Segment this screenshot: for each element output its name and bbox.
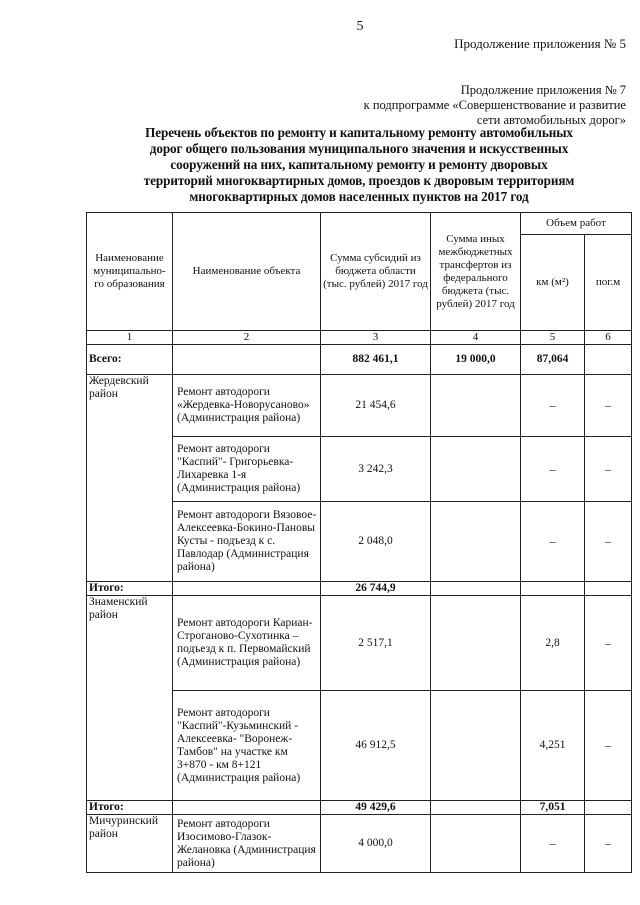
object-name: Ремонт автодороги «Жердевка-Новорусаново» (Администрация района) (173, 375, 321, 437)
subtotal-label: Итого: (87, 801, 173, 815)
appendix-ref-line: к подпрограмме «Совершенствование и развитие (363, 98, 626, 112)
header-municipality: Наименование муниципально-го образования (87, 213, 173, 331)
municipality-name: Знаменский район (87, 596, 173, 801)
pogm-value: – (585, 596, 632, 691)
col-number: 5 (521, 331, 585, 345)
subtotal-subsidy: 26 744,9 (321, 582, 431, 596)
table-row (87, 815, 632, 873)
pogm-value: – (585, 815, 632, 873)
km-value: 2,8 (521, 596, 585, 691)
subtotal-subsidy: 49 429,6 (321, 801, 431, 815)
km-value: – (521, 502, 585, 582)
col-number: 2 (173, 331, 321, 345)
header-subsidy: Сумма субсидий из бюджета области (тыс. рублей) 2017 год (321, 213, 431, 331)
appendix-note: Продолжение приложения № 5 (454, 36, 626, 51)
subsidy-value: 46 912,5 (321, 691, 431, 801)
transfers-value (431, 596, 521, 691)
pogm-value: – (585, 437, 632, 502)
transfers-value (431, 437, 521, 502)
total-km: 87,064 (521, 345, 585, 375)
col-number: 1 (87, 331, 173, 345)
appendix-ref-line: сети автомобильных дорог» (476, 113, 626, 127)
object-name: Ремонт автодороги Кариан-Строганово-Сухотинка – подъезд к п. Первомайский (Администрация района) (173, 596, 321, 691)
col-number: 3 (321, 331, 431, 345)
empty-cell (173, 801, 321, 815)
object-name: Ремонт автодороги "Каспий"- Григорьевка-Лихаревка 1-я (Администрация района) (173, 437, 321, 502)
table-row (87, 375, 632, 437)
pogm-value: – (585, 375, 632, 437)
empty-cell (521, 582, 585, 596)
transfers-value (431, 815, 521, 873)
empty-cell (585, 801, 632, 815)
subsidy-value: 21 454,6 (321, 375, 431, 437)
col-number: 6 (585, 331, 632, 345)
transfers-value (431, 502, 521, 582)
header-work-volume: Объем работ (521, 213, 632, 235)
subtotal-row (87, 582, 632, 596)
subsidy-value: 3 242,3 (321, 437, 431, 502)
subtotal-label: Итого: (87, 582, 173, 596)
subsidy-value: 2 048,0 (321, 502, 431, 582)
title-line: Перечень объектов по ремонту и капитальному ремонту автомобильных (145, 125, 573, 140)
transfers-value (431, 375, 521, 437)
title-line: многоквартирных домов населенных пунктов на 2017 год (189, 189, 529, 204)
page-number: 5 (356, 19, 364, 34)
total-label: Всего: (87, 345, 173, 375)
km-value: – (521, 815, 585, 873)
empty-cell (585, 345, 632, 375)
empty-cell (431, 582, 521, 596)
total-subsidy: 882 461,1 (321, 345, 431, 375)
subtotal-row (87, 801, 632, 815)
km-value: – (521, 437, 585, 502)
subsidy-value: 4 000,0 (321, 815, 431, 873)
document-title (90, 125, 628, 205)
empty-cell (431, 801, 521, 815)
header-km: км (м²) (521, 235, 585, 331)
km-value: 4,251 (521, 691, 585, 801)
appendix-reference (364, 83, 626, 128)
object-name: Ремонт автодороги Изосимово-Глазок-Желановка (Администрация района) (173, 815, 321, 873)
empty-cell (585, 582, 632, 596)
km-value: – (521, 375, 585, 437)
pogm-value: – (585, 691, 632, 801)
appendix-ref-line: Продолжение приложения № 7 (460, 83, 626, 97)
empty-cell (173, 582, 321, 596)
header-pogm: пог.м (585, 235, 632, 331)
col-number: 4 (431, 331, 521, 345)
title-line: территорий многоквартирных домов, проездов к дворовым территориям (143, 173, 575, 188)
column-numbers-row (87, 331, 632, 345)
transfers-value (431, 691, 521, 801)
header-object: Наименование объекта (173, 213, 321, 331)
total-transfers: 19 000,0 (431, 345, 521, 375)
municipality-name: Жердевский район (87, 375, 173, 582)
title-line: дорог общего пользования муниципального значения и искусственных (149, 141, 569, 156)
table-row (87, 596, 632, 691)
title-line: сооружений на них, капитальному ремонту и ремонту дворовых (170, 157, 548, 172)
subsidy-value: 2 517,1 (321, 596, 431, 691)
header-row (87, 213, 632, 235)
objects-table (86, 212, 632, 873)
header-transfers: Сумма иных межбюджетных трансфертов из федерального бюджета (тыс. рублей) 2017 год (431, 213, 521, 331)
subtotal-km: 7,051 (521, 801, 585, 815)
municipality-name: Мичуринский район (87, 815, 173, 873)
object-name: Ремонт автодороги Вязовое- Алексеевка-Бокино-Пановы Кусты - подъезд к с. Павлодар (Администрация района) (173, 502, 321, 582)
object-name: Ремонт автодороги "Каспий"-Кузьминский - Алексеевка- "Воронеж-Тамбов" на участке км 3+870 - км 8+121 (Администрация района) (173, 691, 321, 801)
empty-cell (173, 345, 321, 375)
total-row (87, 345, 632, 375)
pogm-value: – (585, 502, 632, 582)
